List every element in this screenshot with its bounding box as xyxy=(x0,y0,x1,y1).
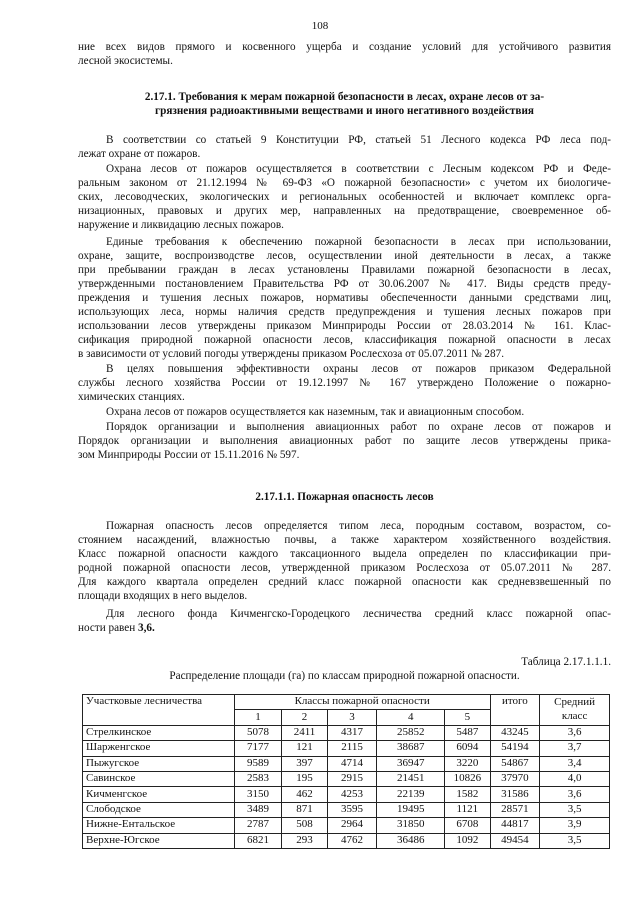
table-row xyxy=(83,771,610,786)
text-line: утвержденными постановлением Правительства РФ от 30.06.2007 № 417. Виды средств преду- xyxy=(78,278,611,290)
class-number: 2 xyxy=(282,710,328,725)
text-line: при пребывании граждан в лесах установлены Правилами пожарной безопасности в лесах, xyxy=(78,264,611,276)
text-line: Охрана лесов от пожаров осуществляется как наземным, так и авиационным способом. xyxy=(106,406,525,418)
forestry-name: Пыжугское xyxy=(83,756,235,771)
text-line: Пожарная опасность лесов определяется типом леса, породным составом, возрастом, со- xyxy=(106,520,611,532)
paragraph-unified-requirements xyxy=(78,235,611,361)
subsection-title: 2.17.1.1. Пожарная опасность лесов xyxy=(255,491,434,503)
text-line: Охрана лесов от пожаров осуществляется в соответствии с Лесным кодексом РФ и Феде- xyxy=(106,163,611,175)
cell-value: 508 xyxy=(282,818,328,833)
cell-total: 37970 xyxy=(490,771,540,786)
text-line: ние всех видов прямого и косвенного ущерба и создание условий для устойчивого развития xyxy=(78,41,611,53)
cell-avg: 3,9 xyxy=(540,818,610,833)
cell-value: 7177 xyxy=(234,741,282,756)
cell-value: 293 xyxy=(282,833,328,848)
text-line: зом Минприроды России от 15.11.2016 № 597. xyxy=(78,449,300,461)
cell-value: 1582 xyxy=(445,787,491,802)
cell-value: 1092 xyxy=(445,833,491,848)
cell-value: 2964 xyxy=(327,818,377,833)
table-row xyxy=(83,787,610,802)
fire-class-table xyxy=(82,694,610,849)
paragraph-efficiency xyxy=(78,362,611,404)
cell-value: 2115 xyxy=(327,741,377,756)
section-title xyxy=(78,90,611,118)
table-row xyxy=(83,725,610,740)
cell-avg: 3,5 xyxy=(540,833,610,848)
paragraph-fire-danger xyxy=(78,519,611,603)
page-number: 108 xyxy=(311,20,329,32)
cell-total: 44817 xyxy=(490,818,540,833)
text-line: Порядок организации и выполнения авиационных работ по охране лесов от пожаров и xyxy=(106,421,611,433)
forestry-name: Шарженгское xyxy=(83,741,235,756)
forestry-name: Стрелкинское xyxy=(83,725,235,740)
paragraph-constitution xyxy=(78,133,611,161)
heading-line: 2.17.1. Требования к мерам пожарной безопасности в лесах, охране лесов от за- xyxy=(144,91,545,103)
text-fragment: ности равен xyxy=(78,622,139,634)
class-number: 5 xyxy=(445,710,491,725)
cell-value: 4714 xyxy=(327,756,377,771)
cell-avg: 4,0 xyxy=(540,771,610,786)
cell-value: 31850 xyxy=(377,818,445,833)
cell-value: 6094 xyxy=(445,741,491,756)
cell-total: 49454 xyxy=(490,833,540,848)
cell-value: 22139 xyxy=(377,787,445,802)
cell-value: 2411 xyxy=(282,725,328,740)
text-line: службы лесного хозяйства России от 19.12.1997 № 167 утверждено Положение о пожарно- xyxy=(78,377,611,389)
cell-value: 21451 xyxy=(377,771,445,786)
forestry-name: Кичменгское xyxy=(83,787,235,802)
text-line: низационных, правовых и других мер, направленных на предотвращение, своевременное об- xyxy=(78,205,611,217)
paragraph-average-class xyxy=(78,607,611,635)
table-row xyxy=(83,741,610,756)
cell-total: 43245 xyxy=(490,725,540,740)
cell-value: 36947 xyxy=(377,756,445,771)
cell-value: 5078 xyxy=(234,725,282,740)
cell-avg: 3,6 xyxy=(540,725,610,740)
col-forestry-header: Участковые лесничества xyxy=(83,695,235,726)
table-header-row xyxy=(83,695,610,710)
cell-total: 28571 xyxy=(490,802,540,817)
cell-value: 10826 xyxy=(445,771,491,786)
cell-total: 31586 xyxy=(490,787,540,802)
cell-value: 9589 xyxy=(234,756,282,771)
text-line xyxy=(78,621,611,635)
table-caption: Распределение площади (га) по классам природной пожарной опасности. xyxy=(169,670,520,682)
table-row xyxy=(83,756,610,771)
cell-value: 6821 xyxy=(234,833,282,848)
col-total-header: итого xyxy=(490,695,540,726)
cell-value: 5487 xyxy=(445,725,491,740)
text-line: Для лесного фонда Кичменгско-Городецкого лесничества средний класс пожарной опас- xyxy=(106,608,611,620)
cell-value: 1121 xyxy=(445,802,491,817)
cell-value: 462 xyxy=(282,787,328,802)
text-line: В целях повышения эффективности охраны лесов от пожаров приказом Федеральной xyxy=(106,363,611,375)
text-line: Порядок организации и выполнения авиационных работ по защите лесов утверждены прика- xyxy=(78,435,611,447)
text-line: Класс пожарной опасности каждого таксационного выдела определен по классификации при- xyxy=(78,548,611,560)
forestry-name: Савинское xyxy=(83,771,235,786)
cell-value: 2787 xyxy=(234,818,282,833)
cell-value: 195 xyxy=(282,771,328,786)
col-avg-header: Средний класс xyxy=(540,695,610,726)
forestry-name: Верхне-Югское xyxy=(83,833,235,848)
text-line: стоянием насаждений, влажностью почвы, а также характером хозяйственного воздействия. xyxy=(78,534,611,546)
text-line: сификация природной пожарной опасности лесов, классификация пожарной опасности в лесах xyxy=(78,334,611,346)
cell-value: 25852 xyxy=(377,725,445,740)
text-line: В соответствии со статьей 9 Конституции РФ, статьей 51 Лесного кодекса РФ леса под- xyxy=(106,134,611,146)
text-line: лежат охране от пожаров. xyxy=(78,148,201,160)
class-number: 1 xyxy=(234,710,282,725)
cell-value: 2915 xyxy=(327,771,377,786)
paragraph-forest-protection xyxy=(78,162,611,232)
cell-value: 3150 xyxy=(234,787,282,802)
class-number: 3 xyxy=(327,710,377,725)
forestry-name: Нижне-Ентальское xyxy=(83,818,235,833)
table-row xyxy=(83,818,610,833)
cell-value: 3489 xyxy=(234,802,282,817)
text-line: Единые требования к обеспечению пожарной безопасности в лесах при использовании, xyxy=(106,236,611,248)
text-line: ских, лесоводческих, экологических и региональных особенностей и включает комплекс орга- xyxy=(78,191,611,203)
text-line: использующих леса, нормы наличия средств предупреждения и тушения лесных пожаров при xyxy=(78,306,611,318)
cell-value: 3220 xyxy=(445,756,491,771)
class-number: 4 xyxy=(377,710,445,725)
paragraph-methods xyxy=(78,405,611,419)
text-line: ральным законом от 21.12.1994 № 69-ФЗ «О пожарной безопасности» с учетом их биологиче- xyxy=(78,177,611,189)
table-row xyxy=(83,802,610,817)
cell-value: 38687 xyxy=(377,741,445,756)
cell-total: 54867 xyxy=(490,756,540,771)
intro-paragraph xyxy=(78,40,611,68)
text-line: площади входящих в него выделов. xyxy=(78,590,248,602)
cell-value: 4317 xyxy=(327,725,377,740)
cell-avg: 3,5 xyxy=(540,802,610,817)
text-line: Для каждого квартала определен средний класс пожарной опасности как средневзвешенный по xyxy=(78,576,611,588)
text-line: лесной экосистемы. xyxy=(78,55,173,67)
text-line: использовании лесов утверждены приказом Минприроды России от 28.03.2014 № 161. Клас- xyxy=(78,320,611,332)
cell-value: 397 xyxy=(282,756,328,771)
text-line: преждения и тушения лесных пожаров, нормативы обеспеченности данными средствами лиц, xyxy=(78,292,611,304)
col-classes-header: Классы пожарной опасности xyxy=(234,695,490,710)
text-line: наружение и ликвидацию лесных пожаров. xyxy=(78,219,284,231)
cell-value: 6708 xyxy=(445,818,491,833)
forestry-name: Слободское xyxy=(83,802,235,817)
text-line: родной пожарной опасности лесов, утвержденной приказом Рослесхоза от 05.07.2011 № 287. xyxy=(78,562,611,574)
text-line: охране, защите, воспроизводстве лесов, осуществлении иной деятельности в лесах, а также xyxy=(78,250,611,262)
table-row xyxy=(83,833,610,848)
cell-value: 4253 xyxy=(327,787,377,802)
cell-value: 871 xyxy=(282,802,328,817)
table-label: Таблица 2.17.1.1.1. xyxy=(521,656,611,668)
text-line: химических станциях. xyxy=(78,391,185,403)
heading-line: грязнения радиоактивными веществами и иного негативного воздействия xyxy=(155,105,534,117)
cell-value: 36486 xyxy=(377,833,445,848)
cell-total: 54194 xyxy=(490,741,540,756)
cell-value: 19495 xyxy=(377,802,445,817)
cell-value: 121 xyxy=(282,741,328,756)
cell-value: 2583 xyxy=(234,771,282,786)
cell-value: 3595 xyxy=(327,802,377,817)
average-class-value: 3,6. xyxy=(138,622,155,634)
cell-avg: 3,7 xyxy=(540,741,610,756)
cell-avg: 3,4 xyxy=(540,756,610,771)
cell-value: 4762 xyxy=(327,833,377,848)
cell-avg: 3,6 xyxy=(540,787,610,802)
paragraph-aviation xyxy=(78,420,611,462)
text-line: в зависимости от условий погоды утверждены приказом Рослесхоза от 05.07.2011 № 287. xyxy=(78,348,504,360)
